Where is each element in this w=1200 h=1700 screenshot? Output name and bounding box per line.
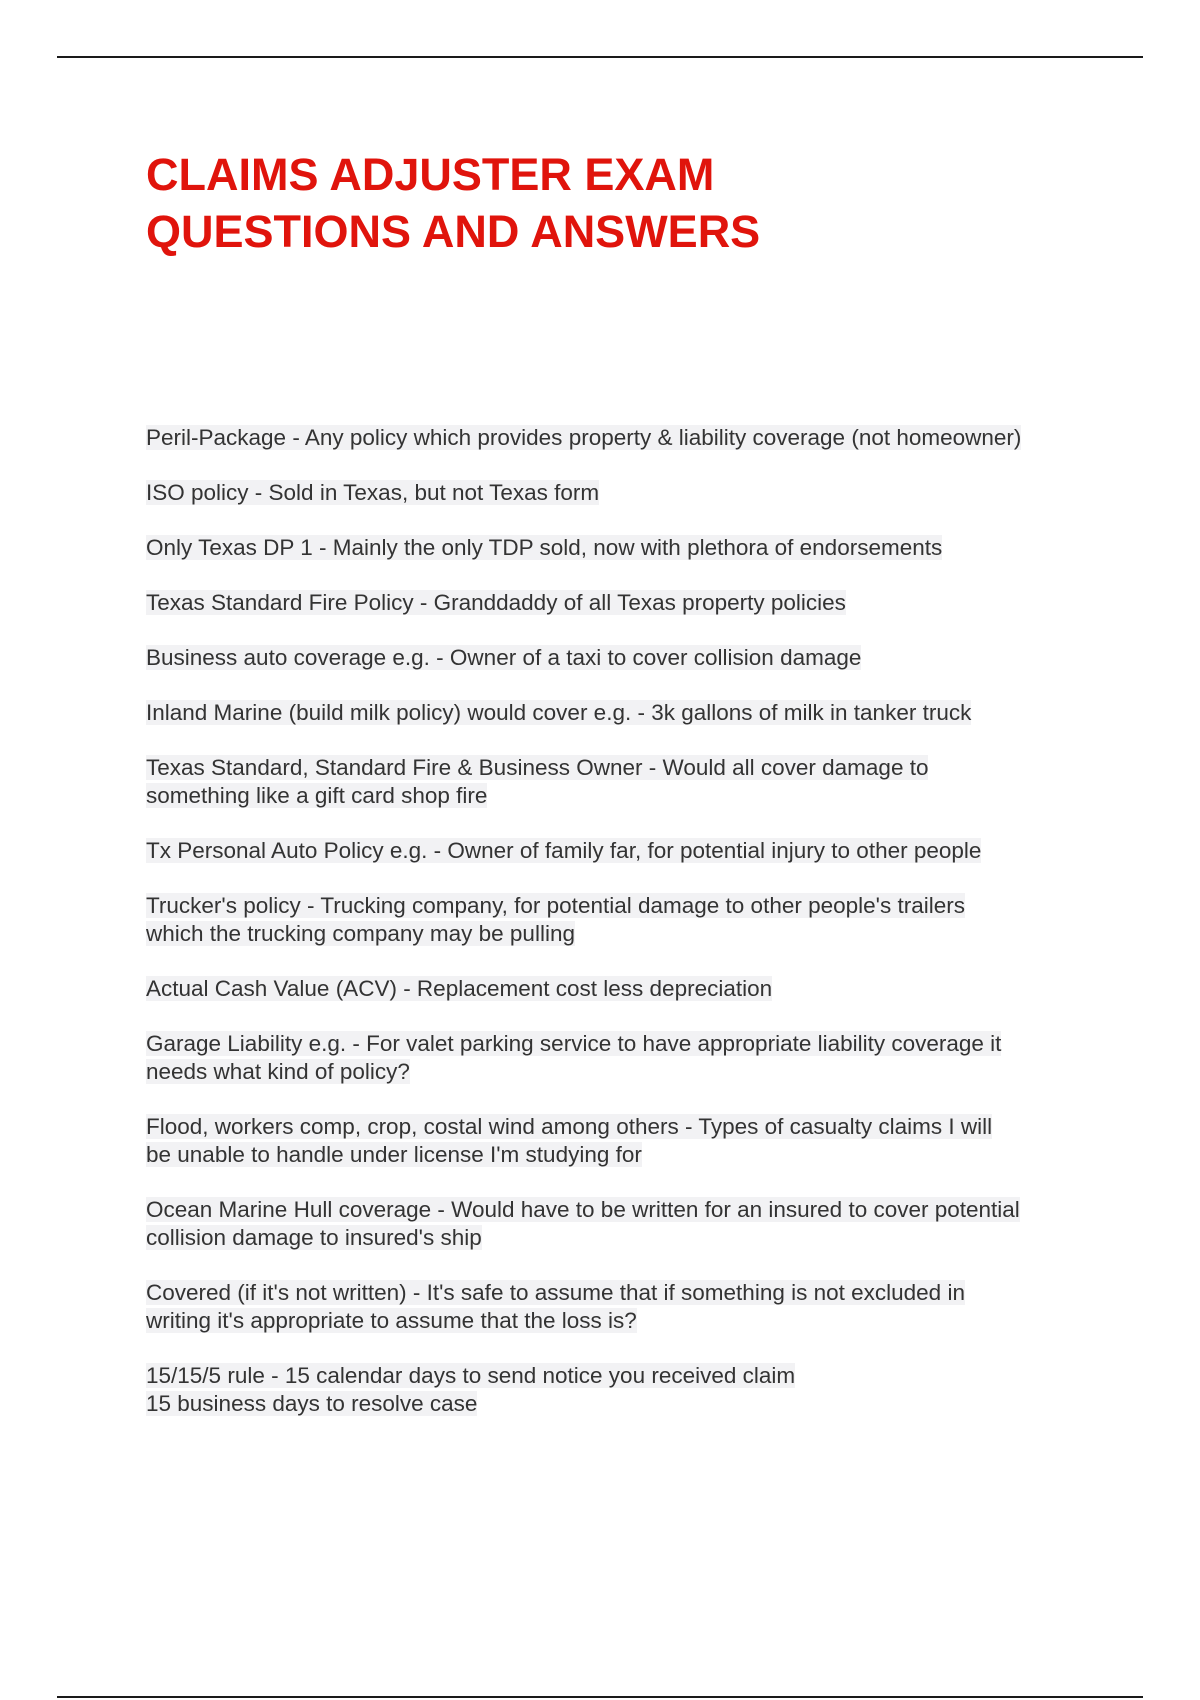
qa-text: Peril-Package - Any policy which provides property & liability coverage (not homeowner) — [146, 425, 1022, 450]
qa-text: 15/15/5 rule - 15 calendar days to send notice you received claim — [146, 1363, 796, 1388]
qa-line — [146, 782, 1106, 810]
qa-line — [146, 424, 1106, 452]
qa-item — [146, 1030, 1106, 1086]
qa-text: Texas Standard, Standard Fire & Business Owner - Would all cover damage to — [146, 755, 929, 780]
qa-item — [146, 975, 1106, 1003]
qa-item — [146, 534, 1106, 562]
document-title — [146, 146, 1106, 260]
qa-text: Inland Marine (build milk policy) would cover e.g. - 3k gallons of milk in tanker truck — [146, 700, 972, 725]
qa-text: Tx Personal Auto Policy e.g. - Owner of family far, for potential injury to other people — [146, 838, 982, 863]
qa-text: Only Texas DP 1 - Mainly the only TDP sold, now with plethora of endorsements — [146, 535, 943, 560]
qa-text: Ocean Marine Hull coverage - Would have to be written for an insured to cover potential — [146, 1197, 1020, 1222]
qa-text: be unable to handle under license I'm studying for — [146, 1142, 642, 1167]
qa-text: Flood, workers comp, crop, costal wind among others - Types of casualty claims I will — [146, 1114, 993, 1139]
qa-text: Trucker's policy - Trucking company, for potential damage to other people's trailers — [146, 893, 965, 918]
qa-item — [146, 754, 1106, 810]
qa-text: ISO policy - Sold in Texas, but not Texas form — [146, 480, 600, 505]
qa-text: Texas Standard Fire Policy - Granddaddy of all Texas property policies — [146, 590, 846, 615]
title-line-2: QUESTIONS AND ANSWERS — [146, 206, 761, 257]
qa-item — [146, 1196, 1106, 1252]
qa-item — [146, 699, 1106, 727]
qa-line — [146, 644, 1106, 672]
qa-line — [146, 479, 1106, 507]
top-rule — [57, 56, 1143, 58]
qa-text: which the trucking company may be pulling — [146, 921, 575, 946]
qa-text: 15 business days to resolve case — [146, 1391, 478, 1416]
qa-line — [146, 920, 1106, 948]
qa-text: writing it's appropriate to assume that the loss is? — [146, 1308, 637, 1333]
qa-line — [146, 1224, 1106, 1252]
qa-item — [146, 589, 1106, 617]
qa-text: Actual Cash Value (ACV) - Replacement cost less depreciation — [146, 976, 773, 1001]
qa-line — [146, 1058, 1106, 1086]
qa-text: needs what kind of policy? — [146, 1059, 410, 1084]
qa-item — [146, 1362, 1106, 1418]
qa-item — [146, 1279, 1106, 1335]
qa-line — [146, 534, 1106, 562]
qa-line — [146, 1113, 1106, 1141]
qa-item — [146, 424, 1106, 452]
title-line-1: CLAIMS ADJUSTER EXAM — [146, 149, 715, 200]
qa-text: Business auto coverage e.g. - Owner of a taxi to cover collision damage — [146, 645, 862, 670]
qa-line — [146, 1141, 1106, 1169]
qa-item — [146, 479, 1106, 507]
qa-item — [146, 1113, 1106, 1169]
qa-line — [146, 1307, 1106, 1335]
qa-line — [146, 837, 1106, 865]
qa-list — [146, 424, 1106, 1445]
qa-line — [146, 589, 1106, 617]
qa-line — [146, 1362, 1106, 1390]
qa-line — [146, 975, 1106, 1003]
qa-line — [146, 1279, 1106, 1307]
qa-text: Covered (if it's not written) - It's safe to assume that if something is not excluded in — [146, 1280, 965, 1305]
qa-line — [146, 1030, 1106, 1058]
qa-line — [146, 1390, 1106, 1418]
bottom-rule — [57, 1696, 1143, 1698]
qa-item — [146, 644, 1106, 672]
qa-line — [146, 699, 1106, 727]
qa-line — [146, 1196, 1106, 1224]
qa-line — [146, 892, 1106, 920]
qa-text: something like a gift card shop fire — [146, 783, 488, 808]
qa-text: collision damage to insured's ship — [146, 1225, 482, 1250]
qa-text: Garage Liability e.g. - For valet parking service to have appropriate liability coverage it — [146, 1031, 1002, 1056]
qa-item — [146, 837, 1106, 865]
qa-item — [146, 892, 1106, 948]
qa-line — [146, 754, 1106, 782]
